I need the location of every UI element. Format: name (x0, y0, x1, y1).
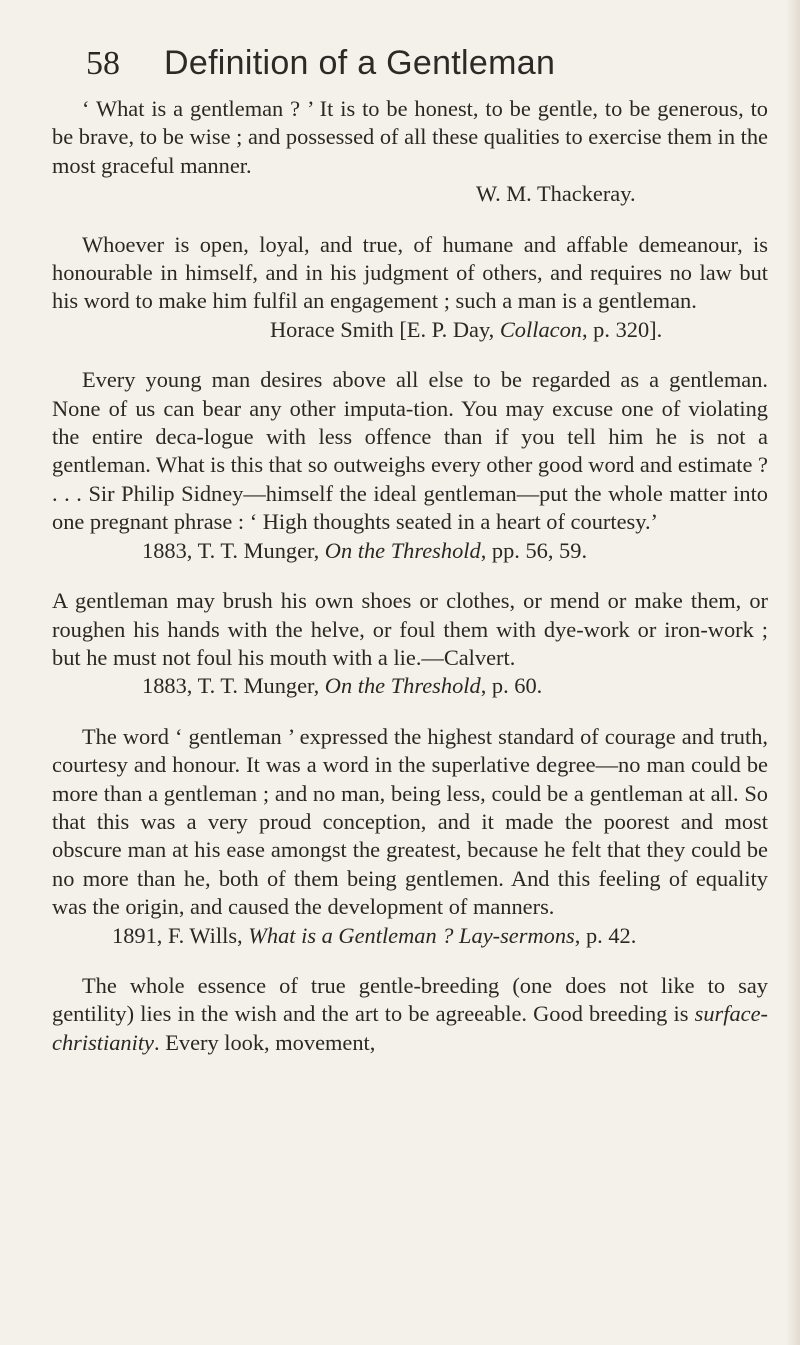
quotation-text (52, 972, 768, 1057)
quotation-entry (52, 231, 768, 345)
attribution-suffix: , pp. 56, 59. (480, 537, 588, 563)
page-header (86, 40, 746, 86)
running-head: Definition of a Gentleman (164, 44, 556, 82)
attribution-prefix: Horace Smith [E. P. Day, (270, 316, 500, 342)
attribution-suffix: , p. 60. (480, 673, 543, 699)
page-edge-shadow (786, 0, 800, 1345)
attribution-title: What is a Gentleman ? Lay-sermons (248, 922, 575, 948)
quotation-attribution: W. M. Thackeray. (476, 181, 636, 207)
attribution-title: On the Threshold (324, 673, 481, 699)
text-prefix: The whole essence of true gentle-breeding (one does not like to say gentility) lies in the wish and the art to be agreeable. Good breeding is (52, 972, 768, 1027)
quotation-attribution (52, 537, 768, 565)
attribution-prefix: 1883, T. T. Munger, (142, 537, 325, 563)
quotation-entry (52, 972, 768, 1057)
attribution-prefix: 1891, F. Wills, (112, 922, 249, 948)
quotation-text: The word ‘ gentleman ’ expressed the highest standard of courage and truth, courtesy and honour. It was a word in the superlative degree—no man could be more than a gentleman ; and no man, being less, could be a gentleman at all. So that this was a very proud conception, and it made the poorest and most obscure man at his ease amongst the greatest, because he felt that they could be no more than he, both of them being gentlemen. And this feeling of equality was the origin, and caused the development of manners. (52, 723, 768, 920)
quotation-text: Every young man desires above all else to be regarded as a gentleman. None of us can bear any other imputa-tion. You may excuse one of violating the entire deca-logue with less offence than if you tell him he is not a gentleman. What is this that so outweighs every other good word and estimate ? . . . Sir Philip Sidney—himself the ideal gentleman—put the whole matter into one pregnant phrase : ‘ High thoughts seated in a heart of courtesy.’ (52, 367, 768, 535)
quotation-entry (52, 723, 768, 950)
attribution-suffix: , p. 42. (574, 922, 637, 948)
attribution-title: On the Threshold (324, 537, 481, 563)
attribution-prefix: 1883, T. T. Munger, (142, 673, 325, 699)
attribution-suffix: , p. 320]. (581, 316, 663, 342)
quotation-entry (52, 366, 768, 565)
page-body (52, 95, 768, 1079)
text-suffix: . Every look, movement, (154, 1029, 376, 1055)
quotation-attribution (52, 316, 768, 344)
quotation-entry (52, 95, 768, 209)
quotation-entry (52, 587, 768, 701)
text-emphasis: surface-christianity (52, 1001, 768, 1055)
quotation-attribution (52, 922, 768, 950)
page-number: 58 (86, 45, 120, 82)
quotation-text: A gentleman may brush his own shoes or clothes, or mend or make them, or roughen his hands with the helve, or foul them with dye-work or iron-work ; but he must not foul his mouth with a lie.—Calvert. (52, 588, 768, 670)
quotation-attribution (52, 672, 768, 700)
quotation-text: Whoever is open, loyal, and true, of humane and affable demeanour, is honourable in himself, and in his judgment of others, and requires no law but his word to make him fulfil an engagement ; such a man is a gentleman. (52, 231, 768, 314)
quotation-text: ‘ What is a gentleman ? ’ It is to be honest, to be gentle, to be generous, to be brave, to be wise ; and possessed of all these qualities to exercise them in the most graceful manner. (52, 96, 768, 178)
attribution-title: Collacon (499, 316, 582, 342)
